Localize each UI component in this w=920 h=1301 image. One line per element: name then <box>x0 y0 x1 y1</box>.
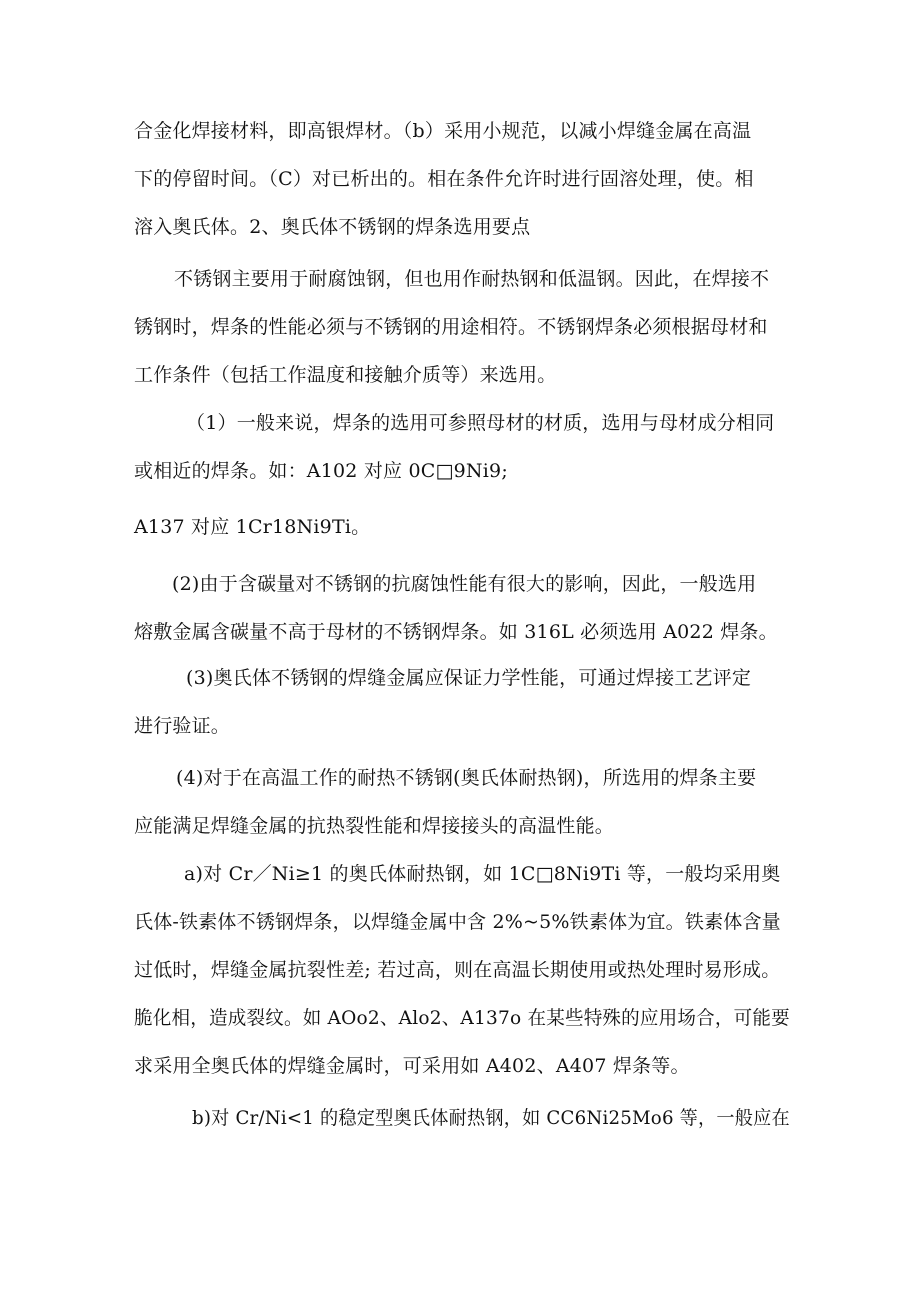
text-line: 下的停留时间。（C）对已析出的。相在条件允许时进行固溶处理，使。相 <box>134 168 754 190</box>
text-line: 工作条件（包括工作温度和接触介质等）来选用。 <box>134 364 557 386</box>
text-line: (4)对于在高温工作的耐热不锈钢(奥氏体耐热钢)，所选用的焊条主要 <box>176 767 757 789</box>
text-line: a)对 Cr／Ni≥1 的奥氏体耐热钢，如 1C□8Ni9Ti 等，一般均采用奥 <box>184 863 781 885</box>
text-line: b)对 Cr/Ni<1 的稳定型奥氏体耐热钢，如 CC6Ni25Mo6 等，一般应在 <box>192 1107 790 1129</box>
text-line: 氏体-铁素体不锈钢焊条，以焊缝金属中含 2%~5%铁素体为宜。铁素体含量 <box>134 911 781 933</box>
text-line: (3)奥氏体不锈钢的焊缝金属应保证力学性能，可通过焊接工艺评定 <box>186 667 752 689</box>
text-line: (2)由于含碳量对不锈钢的抗腐蚀性能有很大的影响，因此，一般选用 <box>172 573 757 595</box>
text-line: 溶入奥氏体。2、奥氏体不锈钢的焊条选用要点 <box>134 216 531 238</box>
text-line: 不锈钢主要用于耐腐蚀钢，但也用作耐热钢和低温钢。因此，在焊接不 <box>174 268 770 290</box>
text-line: 锈钢时，焊条的性能必须与不锈钢的用途相符。不锈钢焊条必须根据母材和 <box>134 316 768 338</box>
text-line: 熔敷金属含碳量不高于母材的不锈钢焊条。如 316L 必须选用 A022 焊条。 <box>134 621 778 643</box>
text-line: 过低时，焊缝金属抗裂性差; 若过高，则在高温长期使用或热处理时易形成。 <box>134 959 781 981</box>
text-line: 应能满足焊缝金属的抗热裂性能和焊接接头的高温性能。 <box>134 815 615 837</box>
text-line: A137 对应 1Cr18Ni9Ti。 <box>134 516 371 538</box>
text-line: （1）一般来说，焊条的选用可参照母材的材质，选用与母材成分相同 <box>186 412 775 434</box>
text-line: 脆化相，造成裂纹。如 AOo2、Alo2、A137o 在某些特殊的应用场合，可能要 <box>134 1007 790 1029</box>
text-line: 合金化焊接材料，即高银焊材。（b）采用小规范，以减小焊缝金属在高温 <box>134 120 752 142</box>
text-line: 或相近的焊条。如：A102 对应 0C□9Ni9; <box>134 460 508 482</box>
text-line: 求采用全奥氏体的焊缝金属时，可采用如 A402、A407 焊条等。 <box>134 1055 690 1077</box>
text-line: 进行验证。 <box>134 715 231 737</box>
